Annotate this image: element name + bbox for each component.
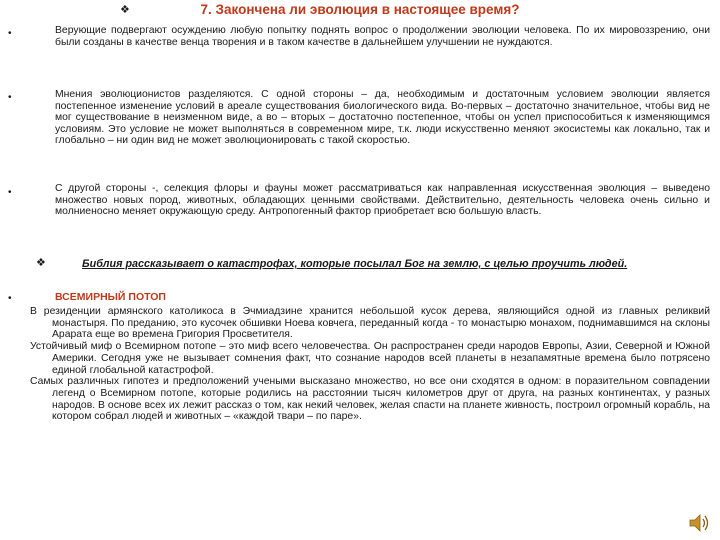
flood-paragraph-2: Устойчивый миф о Всемирном потопе – это миф всего человечества. Он распространен среди народов Европы, Азии, Северной и Южной Америки. Сегодня уже не вызывает сомнения факт, что сознание народов всей планеты в незапамятные времена было потрясено единой глобальной катастрофой.	[30, 341, 710, 376]
paragraph-believers: Верующие подвергают осуждению любую попытку поднять вопрос о продолжении эволюции человека. По их мировоззрению, они были созданы в качестве венца творения и в таком качестве в дальнейшем улучшении не нуждаются.	[55, 25, 710, 48]
title-diamond-icon: ❖	[120, 4, 130, 16]
bullet-dot-icon: •	[8, 187, 12, 198]
bullet-dot-icon: •	[8, 92, 12, 103]
bullet-dot-icon: •	[8, 28, 12, 39]
paragraph-evolutionists: Мнения эволюционистов разделяются. С одной стороны – да, необходимым и достаточным условием эволюции является постепенное изменение условий в ареале существования биологического вида. Во-первых – достаточно значительное, чтобы вид не мог существование в неизменном виде, а во – вторых – достаточно постепенное, чтобы он успел приспособиться к изменяющимся условиям. Это условие не может выполняться в современном мире, т.к. люди искусственно меняют экосистемы как локально, так и глобально – ни один вид не может эволюционировать с такой скоростью.	[55, 89, 710, 147]
flood-paragraph-1: В резиденции армянского католикоса в Эчмиадзине хранится небольшой кусок дерева, являющийся одной из главных реликвий монастыря. По преданию, это кусочек обшивки Ноева ковчега, переданный когда - то монастырю монахом, поднимавшимся на склоны Арарата еще во времена Григория Просветителя.	[30, 306, 710, 341]
bullet-dot-icon: •	[8, 293, 12, 304]
paragraph-selection: С другой стороны -, селекция флоры и фауны может рассматриваться как направленная искусственная эволюция – выведено множество новых пород, животных, обладающих ценными свойствами. Действительно, деятельность человека очень сильно и молниеносно меняет окружающую среду. Антропогенный фактор приобретает всю большую власть.	[55, 183, 710, 218]
flood-paragraph-3: Самых различных гипотез и предположений учеными высказано множество, но все они сходятся в одном: в поразительном совпадении легенд о Всемирном потопе, которые родились на расстоянии тысяч километров друг от друга, на разных континентах, у разных народов. В основе всех их лежит рассказ о том, как некий человек, желая спасти на планете живность, построил огромный корабль, на котором собрал людей и животных – «каждой твари – по паре».	[30, 376, 710, 423]
bible-diamond-icon: ❖	[36, 257, 46, 269]
speaker-sound-icon[interactable]	[688, 512, 710, 534]
bible-statement: Библия рассказывает о катастрофах, которые посылал Бог на землю, с целью проучить людей.	[82, 258, 628, 270]
flood-heading: ВСЕМИРНЫЙ ПОТОП	[55, 291, 166, 303]
slide-title: 7. Закончена ли эволюция в настоящее время?	[200, 2, 520, 17]
flood-text	[30, 306, 710, 423]
